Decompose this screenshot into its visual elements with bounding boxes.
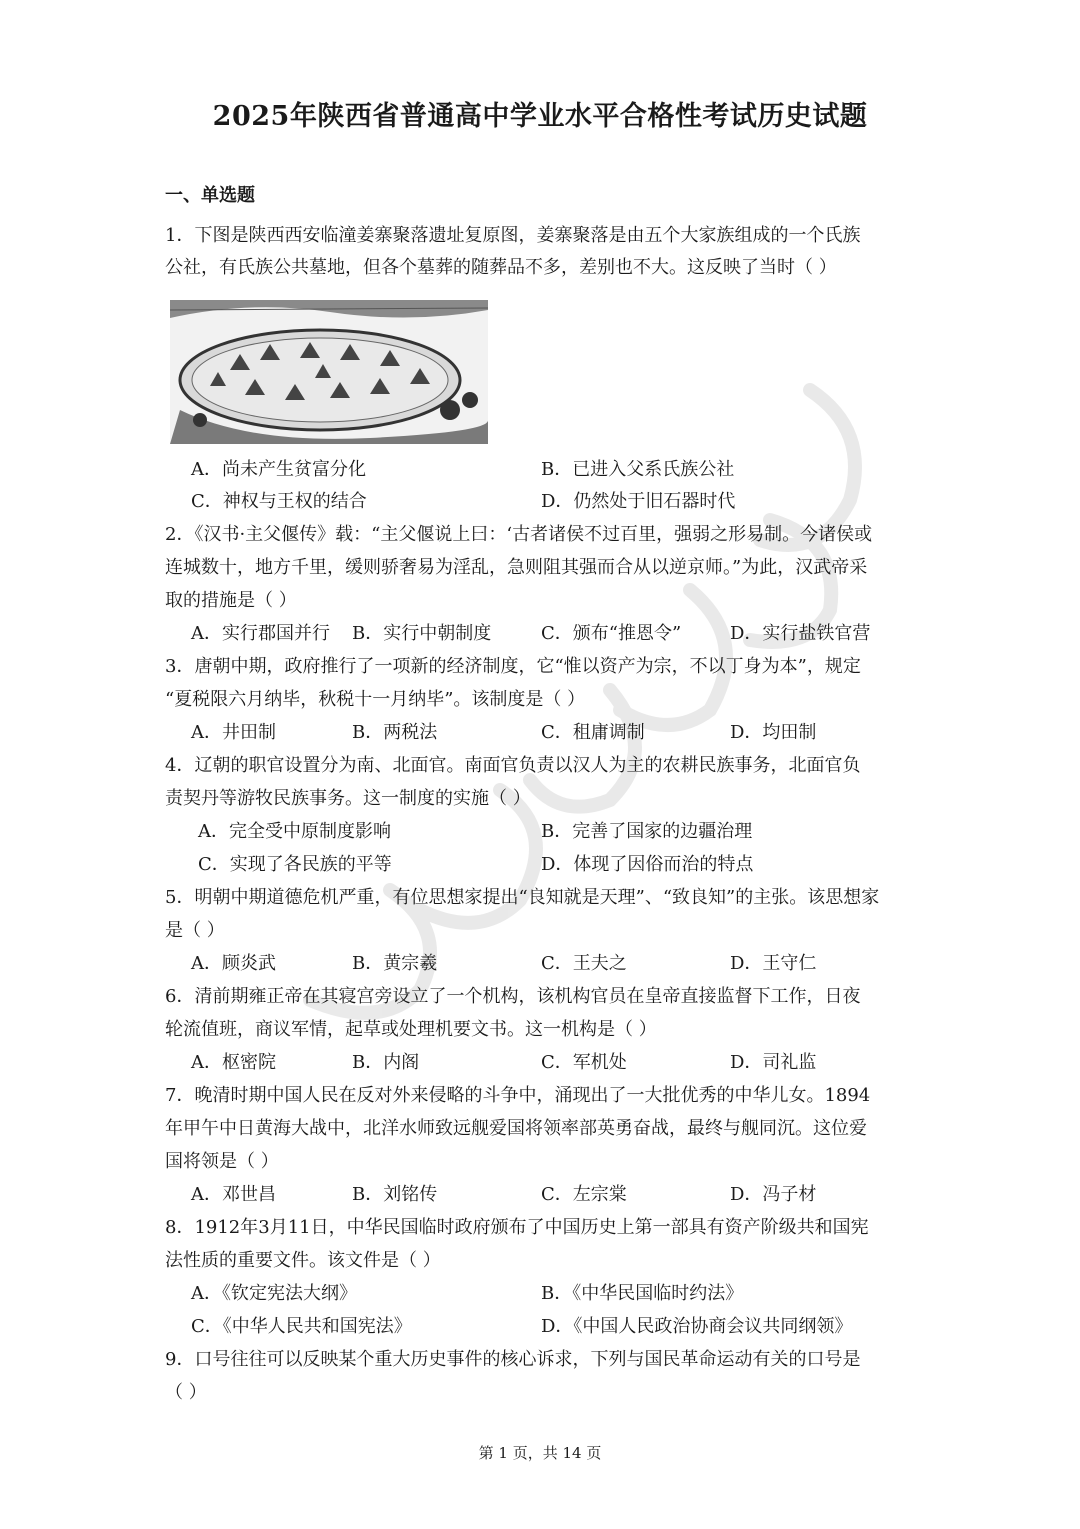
- q8-option-d: D．《中国人民政治协商会议共同纲领》: [541, 1316, 853, 1337]
- page-title: 2025年陕西省普通高中学业水平合格性考试历史试题: [212, 101, 868, 132]
- question-6-text: 轮流值班，商议军情，起草或处理机要文书。这一机构是（ ）: [165, 1019, 657, 1040]
- q2-option-c: C．颁布“推恩令”: [541, 623, 682, 644]
- q4-option-a: A．完全受中原制度影响: [198, 821, 391, 842]
- question-9-text: 9．口号往往可以反映某个重大历史事件的核心诉求，下列与国民革命运动有关的口号是: [165, 1349, 861, 1370]
- question-1-text: 1．下图是陕西西安临潼姜寨聚落遗址复原图，姜寨聚落是由五个大家族组成的一个氏族: [165, 225, 861, 246]
- q1-option-b: B．已进入父系氏族公社: [541, 459, 735, 480]
- q6-option-d: D．司礼监: [730, 1052, 817, 1073]
- question-9-text: （ ）: [165, 1382, 207, 1403]
- page-footer: 第 1 页，共 14 页: [478, 1444, 602, 1462]
- q8-option-a: A．《钦定宪法大纲》: [191, 1283, 357, 1304]
- question-7-text: 7．晚清时期中国人民在反对外来侵略的斗争中，涌现出了一大批优秀的中华儿女。1894: [165, 1085, 871, 1106]
- question-8-text: 法性质的重要文件。该文件是（ ）: [165, 1250, 441, 1271]
- q4-option-c: C．实现了各民族的平等: [198, 854, 392, 875]
- q5-option-c: C．王夫之: [541, 953, 627, 974]
- q3-option-a: A．井田制: [191, 722, 276, 743]
- q5-option-d: D．王守仁: [730, 953, 817, 974]
- q7-option-a: A．邓世昌: [191, 1184, 276, 1205]
- q7-option-d: D．冯子材: [730, 1184, 817, 1205]
- jiangzhai-settlement-illustration: [170, 300, 488, 444]
- q1-option-c: C．神权与王权的结合: [191, 491, 367, 512]
- q5-option-a: A．顾炎武: [191, 953, 276, 974]
- q4-option-d: D．体现了因俗而治的特点: [541, 854, 754, 875]
- q2-option-d: D．实行盐铁官营: [730, 623, 871, 644]
- question-8-text: 8．1912年3月11日，中华民国临时政府颁布了中国历史上第一部具有资产阶级共和国宪: [165, 1217, 869, 1238]
- question-2-text: 取的措施是（ ）: [165, 590, 297, 611]
- question-5-text: 5．明朝中期道德危机严重，有位思想家提出“良知就是天理”、“致良知”的主张。该思想家: [165, 887, 880, 908]
- q7-option-c: C．左宗棠: [541, 1184, 627, 1205]
- question-3-text: 3．唐朝中期，政府推行了一项新的经济制度，它“惟以资产为宗，不以丁身为本”，规定: [165, 656, 861, 677]
- q3-option-b: B．两税法: [352, 722, 438, 743]
- question-6-text: 6．清前期雍正帝在其寝宫旁设立了一个机构，该机构官员在皇帝直接监督下工作，日夜: [165, 986, 861, 1007]
- q1-option-a: A．尚未产生贫富分化: [191, 459, 366, 480]
- q6-option-a: A．枢密院: [191, 1052, 276, 1073]
- question-7-text: 国将领是（ ）: [165, 1151, 279, 1172]
- q6-option-b: B．内阁: [352, 1052, 420, 1073]
- question-3-text: “夏税限六月纳毕，秋税十一月纳毕”。该制度是（ ）: [165, 689, 586, 710]
- question-2-text: 连城数十，地方千里，缓则骄奢易为淫乱，急则阻其强而合从以逆京师。”为此，汉武帝采: [165, 557, 868, 578]
- q2-option-a: A．实行郡国并行: [191, 623, 330, 644]
- q2-option-b: B．实行中朝制度: [352, 623, 492, 644]
- q8-option-b: B．《中华民国临时约法》: [541, 1283, 744, 1304]
- q1-option-d: D．仍然处于旧石器时代: [541, 491, 736, 512]
- q8-option-c: C．《中华人民共和国宪法》: [191, 1316, 412, 1337]
- section-heading: 一、单选题: [165, 185, 255, 206]
- q7-option-b: B．刘铭传: [352, 1184, 438, 1205]
- question-2-text: 2．《汉书·主父偃传》载：“主父偃说上曰：‘古者诸侯不过百里，强弱之形易制。今诸侯或: [165, 524, 873, 545]
- question-7-text: 年甲午中日黄海大战中，北洋水师致远舰爱国将领率部英勇奋战，最终与舰同沉。这位爱: [165, 1118, 867, 1139]
- q5-option-b: B．黄宗羲: [352, 953, 438, 974]
- q3-option-c: C．租庸调制: [541, 722, 645, 743]
- question-4-text: 责契丹等游牧民族事务。这一制度的实施（ ）: [165, 788, 531, 809]
- question-5-text: 是（ ）: [165, 920, 225, 941]
- q4-option-b: B．完善了国家的边疆治理: [541, 821, 753, 842]
- question-4-text: 4．辽朝的职官设置分为南、北面官。南面官负责以汉人为主的农耕民族事务，北面官负: [165, 755, 861, 776]
- q6-option-c: C．军机处: [541, 1052, 627, 1073]
- q3-option-d: D．均田制: [730, 722, 817, 743]
- question-1-text: 公社，有氏族公共墓地，但各个墓葬的随葬品不多，差别也不大。这反映了当时（ ）: [165, 257, 837, 278]
